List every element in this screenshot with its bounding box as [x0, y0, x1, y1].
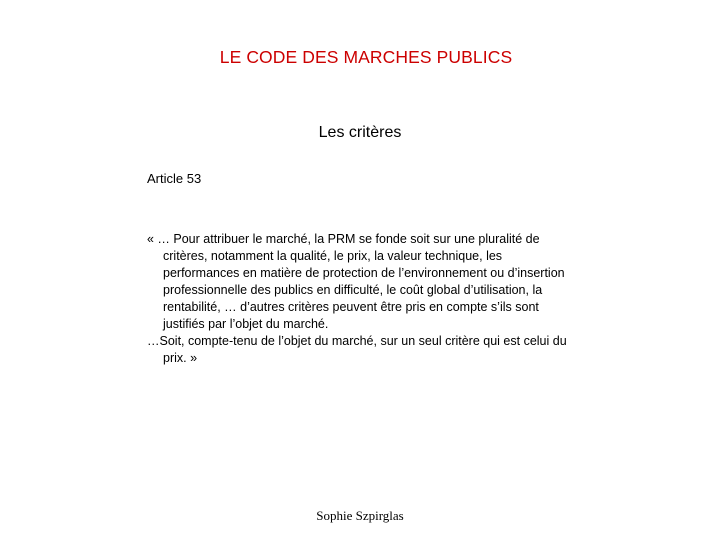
section-subtitle: Les critères	[318, 124, 402, 141]
quote-paragraph: « … Pour attribuer le marché, la PRM se fonde soit sur une pluralité de critères, notamment la qualité, le prix, la valeur technique, les performances en matière de protection de l’environnement ou d’insertion professionnelle des publics en difficulté, le coût global d’utilisation, la rentabilité, … d’autres critères peuvent être pris en compte s’ils sont justifiés par l’objet du marché.	[147, 232, 565, 331]
quote-body	[147, 231, 577, 367]
author-footer: Sophie Szpirglas	[316, 508, 404, 523]
slide-title: LE CODE DES MARCHES PUBLICS	[219, 47, 513, 67]
quote-paragraph: …Soit, compte-tenu de l’objet du marché, sur un seul critère qui est celui du prix. »	[147, 334, 567, 365]
article-label: Article 53	[147, 171, 202, 186]
